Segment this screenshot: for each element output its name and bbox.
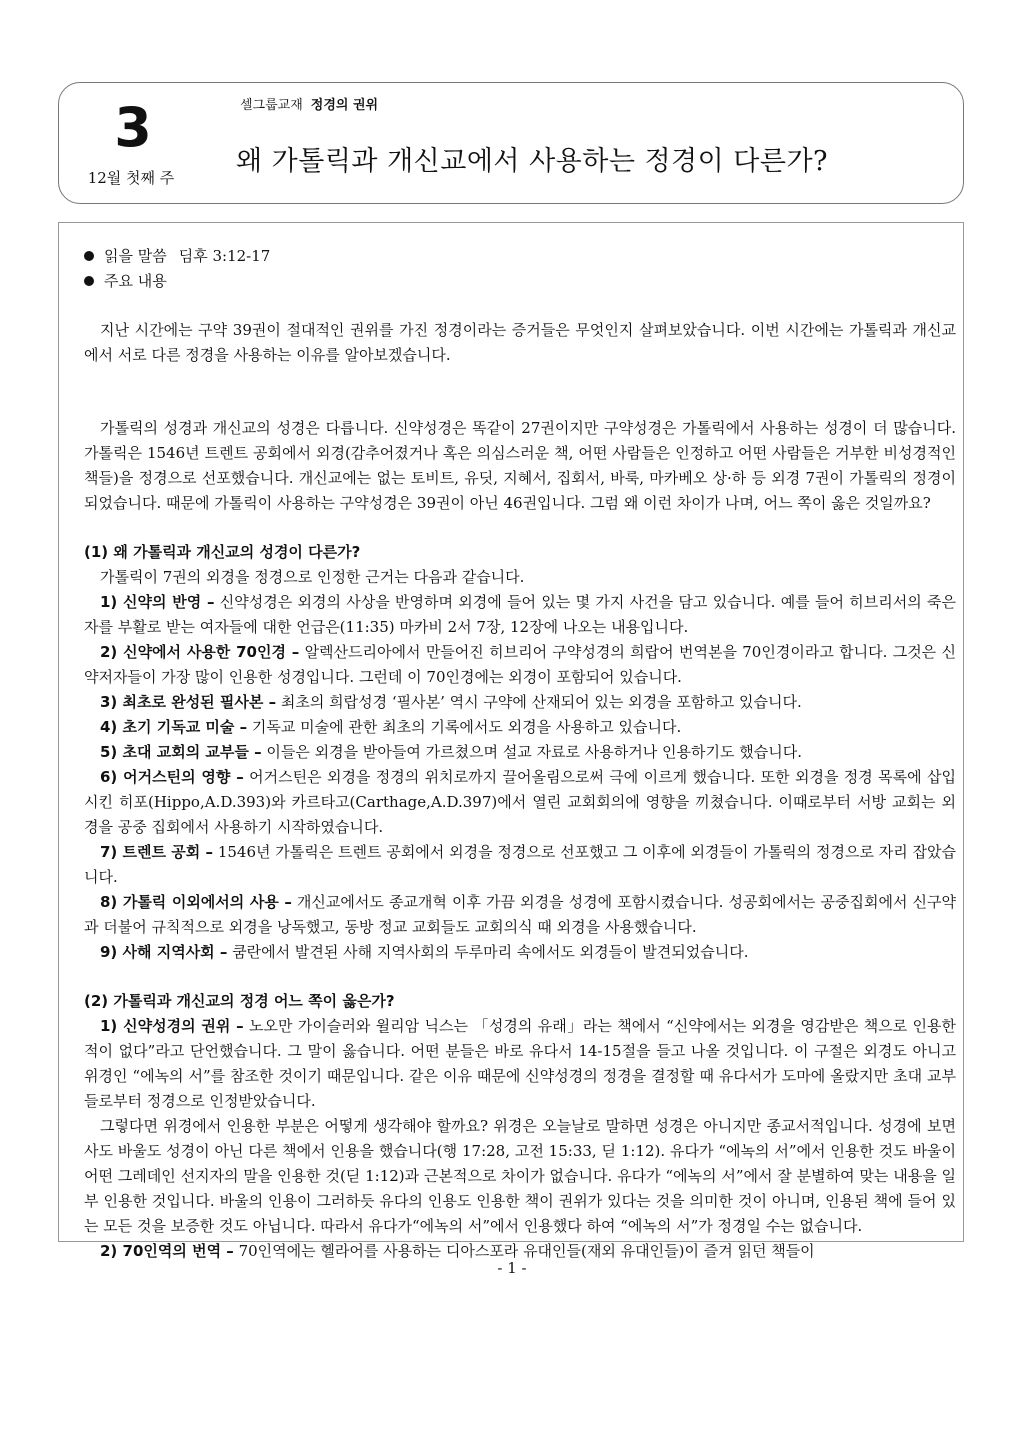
section1-item	[84, 840, 956, 890]
section2-paragraph: 그렇다면 위경에서 인용한 부분은 어떻게 생각해야 할까요? 위경은 오늘날로 말하면 성경은 아니지만 종교서적입니다. 성경에 보면 사도 바울도 성경이 아닌 다른 책에서 인용을 했습니다(행 17:28, 고전 15:33, 딛 1:12). 유다가 “에녹의 서”에서 인용한 것도 바울이 어떤 그레데인 선지자의 말을 인용한 것(딛 1:12)과 근본적으로 차이가 없습니다. 유다가 “에녹의 서”에서 잘 분별하여 맞는 내용을 일부 인용한 것입니다. 바울의 인용이 그러하듯 유다의 인용도 인용한 책이 권위가 있다는 것을 의미한 것이 아니며, 인용된 책에 들어 있는 모든 것을 보증한 것도 아닙니다. 따라서 유다가“에녹의 서”에서 인용했다 하여 “에녹의 서”가 정경일 수는 없습니다.	[84, 1117, 956, 1235]
item-text: 최초의 희랍성경 ‘필사본’ 역시 구약에 산재되어 있는 외경을 포함하고 있습니다.	[280, 693, 802, 711]
item-heading: 2) 신약에서 사용한 70인경 –	[100, 643, 300, 661]
item-heading: 4) 초기 기독교 미술 –	[100, 718, 248, 736]
reading-line	[84, 244, 956, 269]
item-heading: 9) 사해 지역사회 –	[100, 943, 228, 961]
section2-title: (2) 가톨릭과 개신교의 정경 어느 쪽이 옳은가?	[84, 992, 395, 1010]
item-text: 쿰란에서 발견된 사해 지역사회의 두루마리 속에서도 외경들이 발견되었습니다.	[232, 943, 749, 961]
item-text: 기독교 미술에 관한 최초의 기록에서도 외경을 사용하고 있습니다.	[251, 718, 682, 736]
reading-ref: 딤후 3:12-17	[178, 247, 271, 265]
item-text: 알렉산드리아에서 만들어진 히브리어 구약성경의 희랍어 번역본을 70인경이라고 합니다. 그것은 신약저자들이 가장 많이 인용한 성경입니다. 그런데 이 70인경에는 외경이 포함되어 있습니다.	[84, 643, 956, 686]
section1-item	[84, 715, 956, 740]
reading-label: 읽을 말씀	[104, 247, 167, 265]
main-content-label: 주요 내용	[104, 272, 167, 290]
item-heading: 5) 초대 교회의 교부들 –	[100, 743, 262, 761]
page-number: - 1 -	[497, 1259, 527, 1277]
bullet-icon	[84, 251, 94, 261]
item-heading: 3) 최초로 완성된 필사본 –	[100, 693, 277, 711]
section1-item	[84, 765, 956, 840]
section1-item	[84, 690, 956, 715]
item-text: 70인역에는 헬라어를 사용하는 디아스포라 유대인들(재외 유대인들)이 즐겨 읽던 책들이	[238, 1242, 815, 1260]
item-heading: 7) 트렌트 공회 –	[100, 843, 214, 861]
item-heading: 1) 신약의 반영 –	[100, 593, 215, 611]
section2-item	[84, 1014, 956, 1114]
series-name: 셀그룹교재	[240, 98, 303, 113]
section1-title: (1) 왜 가톨릭과 개신교의 성경이 다른가?	[84, 543, 361, 561]
section1-item	[84, 890, 956, 940]
item-text: 1546년 가톨릭은 트렌트 공회에서 외경을 정경으로 선포했고 그 이후에 외경들이 가톨릭의 정경으로 자리 잡았습니다.	[84, 843, 956, 886]
item-text: 노오만 가이슬러와 윌리암 닉스는 「성경의 유래」라는 책에서 “신약에서는 외경을 영감받은 책으로 인용한 적이 없다”라고 단언했습니다. 그 말이 옳습니다. 어떤 분들은 바로 유다서 14-15절을 들고 나올 것입니다. 이 구절은 외경도 아니고 위경인 “에녹의 서”를 참조한 것이기 때문입니다. 같은 이유 때문에 신약성경의 정경을 결정할 때 유다서가 도마에 올랐지만 초대 교부들로부터 정경으로 인정받았습니다.	[84, 1017, 956, 1110]
item-heading: 1) 신약성경의 권위 –	[100, 1017, 244, 1035]
overview-paragraph: 가톨릭의 성경과 개신교의 성경은 다릅니다. 신약성경은 똑같이 27권이지만 구약성경은 가톨릭에서 사용하는 성경이 더 많습니다. 가톨릭은 1546년 트렌트 공회에서 외경(감추어졌거나 혹은 의심스러운 책, 어떤 사람들은 인정하고 어떤 사람들은 거부한 비성경적인 책들)을 정경으로 선포했습니다. 개신교에는 없는 토비트, 유딧, 지혜서, 집회서, 바룩, 마카베오 상·하 등 외경 7권이 가톨릭의 정경이 되었습니다. 때문에 가톨릭이 사용하는 구약성경은 39권이 아닌 46권입니다. 그럼 왜 이런 차이가 나며, 어느 쪽이 옳은 것일까요?	[84, 419, 956, 512]
item-heading: 6) 어거스틴의 영향 –	[100, 768, 244, 786]
intro-paragraph: 지난 시간에는 구약 39권이 절대적인 권위를 가진 정경이라는 증거들은 무엇인지 살펴보았습니다. 이번 시간에는 가톨릭과 개신교에서 서로 다른 정경을 사용하는 이유를 알아보겠습니다.	[84, 321, 956, 364]
week-label: 12월 첫째 주	[87, 169, 175, 187]
content	[84, 244, 956, 1264]
item-text: 이들은 외경을 받아들여 가르쳤으며 설교 자료로 사용하거나 인용하기도 했습니다.	[266, 743, 802, 761]
topic-name: 정경의 권위	[310, 98, 379, 113]
section1-item	[84, 590, 956, 640]
section1-item	[84, 640, 956, 690]
item-heading: 2) 70인역의 번역 –	[100, 1242, 234, 1260]
section1-item	[84, 940, 956, 965]
bullet-icon	[84, 276, 94, 286]
lesson-number: 3	[114, 96, 152, 159]
item-text: 개신교에서도 종교개혁 이후 가끔 외경을 성경에 포함시켰습니다. 성공회에서는 공중집회에서 신구약과 더불어 규칙적으로 외경을 낭독했고, 동방 정교 교회들도 교회의식 때 외경을 사용했습니다.	[84, 893, 956, 936]
section1-lead: 가톨릭이 7권의 외경을 정경으로 인정한 근거는 다음과 같습니다.	[100, 568, 525, 586]
page-title: 왜 가톨릭과 개신교에서 사용하는 정경이 다른가?	[236, 146, 829, 177]
item-heading: 8) 가톨릭 이외에서의 사용 –	[100, 893, 292, 911]
series-line	[240, 97, 378, 115]
main-content-line	[84, 269, 956, 294]
item-text: 신약성경은 외경의 사상을 반영하며 외경에 들어 있는 몇 가지 사건을 담고 있습니다. 예를 들어 히브리서의 죽은 자를 부활로 받는 여자들에 대한 언급은(11:35) 마카비 2서 7장, 12장에 나오는 내용입니다.	[84, 593, 956, 636]
section1-item	[84, 740, 956, 765]
item-text: 어거스틴은 외경을 정경의 위치로까지 끌어올림으로써 극에 이르게 했습니다. 또한 외경을 정경 목록에 삽입시킨 히포(Hippo,A.D.393)와 카르타고(Carthage,A.D.397)에서 열린 교회회의에 영향을 끼쳤습니다. 이때로부터 서방 교회는 외경을 공중 집회에서 사용하기 시작하였습니다.	[84, 768, 956, 836]
